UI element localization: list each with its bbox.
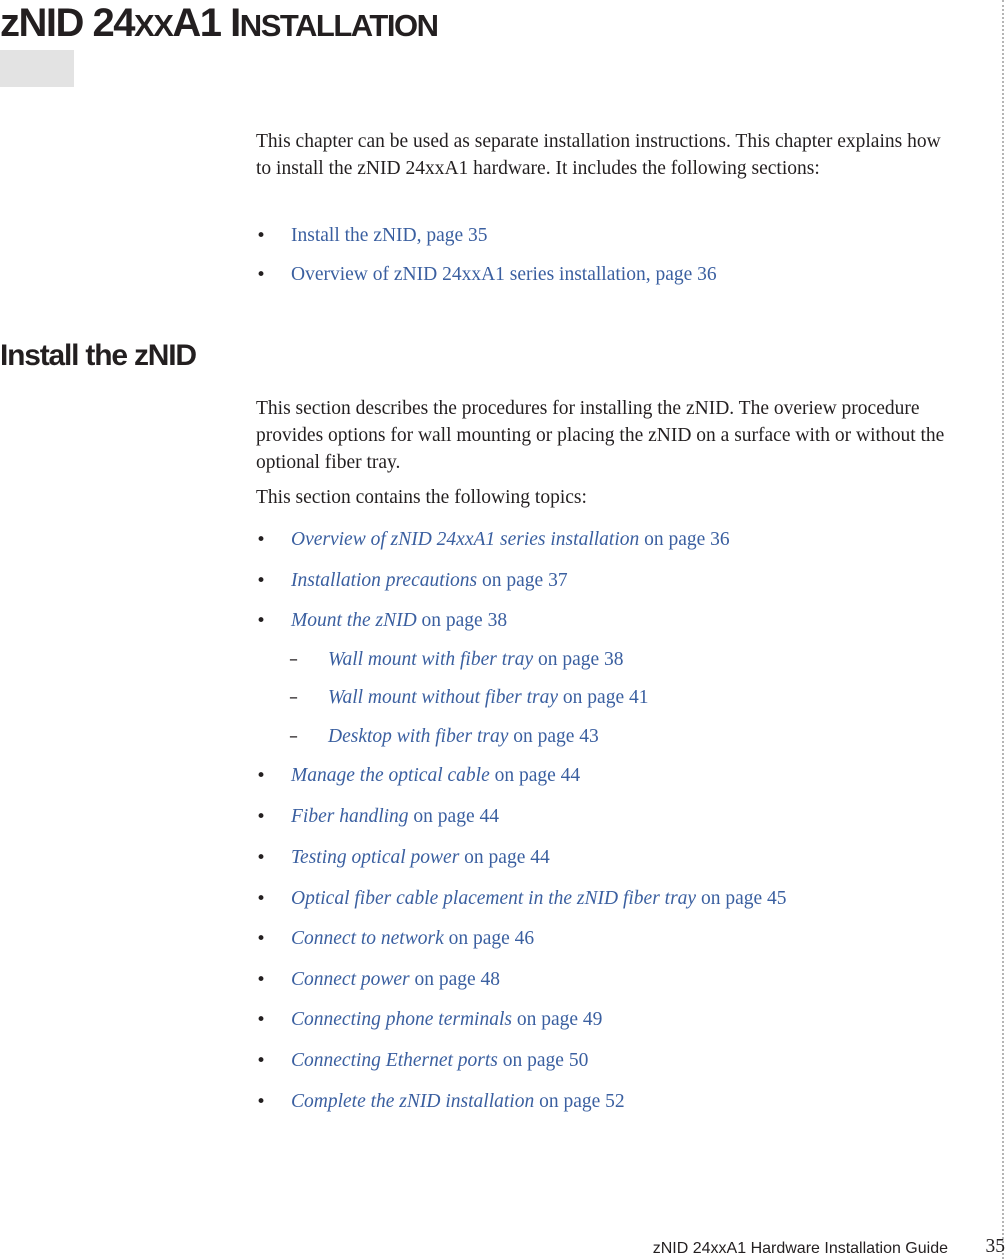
topic-item: [256, 966, 500, 994]
topic-link[interactable]: Mount the zNID: [291, 610, 417, 631]
topic-item: [256, 607, 507, 635]
topic-link[interactable]: Connect to network: [291, 928, 444, 949]
topics-intro: This section contains the following topics:: [256, 487, 587, 508]
topic-link[interactable]: Desktop with fiber tray: [328, 726, 509, 747]
page-reference: on page 48: [409, 969, 501, 990]
link-install-the-znid[interactable]: Install the zNID, page 35: [291, 225, 488, 246]
bullet-marker: •: [256, 766, 267, 786]
section-heading: Install the zNID: [0, 339, 196, 372]
bullet-marker: •: [256, 571, 267, 591]
topic-item: [256, 803, 499, 831]
page-reference: on page 36: [639, 529, 730, 550]
dash-marker: –: [289, 726, 298, 747]
footer-page-number: 35: [985, 1236, 1005, 1257]
bullet-marker: •: [256, 848, 267, 868]
page-reference: on page 45: [696, 888, 787, 909]
page-reference: on page 43: [508, 726, 599, 747]
topic-item: [256, 885, 787, 913]
page-reference: on page 52: [534, 1091, 625, 1112]
bullet-marker: •: [256, 265, 267, 285]
chapter-tab: [0, 50, 74, 87]
topic-link[interactable]: Wall mount with fiber tray: [328, 649, 534, 670]
page-reference: on page 41: [558, 687, 649, 708]
bullet-marker: •: [256, 1051, 267, 1071]
page-reference: on page 49: [511, 1009, 603, 1030]
topic-link[interactable]: Optical fiber cable placement in the zNID fiber tray: [291, 888, 697, 909]
page-reference: on page 44: [489, 765, 581, 786]
subtopic-item: [289, 684, 648, 712]
bullet-marker: •: [256, 929, 267, 949]
page-reference: on page 37: [477, 570, 568, 591]
section-paragraph: This section describes the procedures for installing the zNID. The overiew procedure provides options for wall mounting or placing the zNID on a surface with or without the optional fiber tray.: [256, 398, 945, 473]
chapter-title-text: zNID 24XXA1 INSTALLATION: [0, 1, 438, 45]
page-reference: on page 38: [533, 649, 624, 670]
topic-item: [256, 925, 534, 953]
bullet-marker: •: [256, 611, 267, 631]
topic-item: [256, 1088, 625, 1116]
page-reference: on page 44: [408, 806, 499, 827]
topic-link[interactable]: Testing optical power: [291, 847, 460, 868]
page-reference: on page 44: [459, 847, 550, 868]
topic-link[interactable]: Wall mount without fiber tray: [328, 687, 559, 708]
topic-link[interactable]: Fiber handling: [291, 806, 409, 827]
list-item: [256, 222, 488, 250]
topic-item: [256, 844, 550, 872]
page-reference: on page 50: [497, 1050, 589, 1071]
topic-link[interactable]: Connecting phone terminals: [291, 1009, 512, 1030]
topic-link[interactable]: Overview of zNID 24xxA1 series installation: [291, 529, 640, 550]
footer-guide-title: zNID 24xxA1 Hardware Installation Guide: [652, 1240, 948, 1257]
subtopic-item: [289, 723, 599, 751]
page-reference: on page 46: [443, 928, 535, 949]
subtopic-item: [289, 646, 624, 674]
topic-link[interactable]: Connect power: [291, 969, 410, 990]
topic-item: [256, 1047, 588, 1075]
topic-item: [256, 567, 568, 595]
chapter-title: [0, 0, 437, 49]
intro-paragraph: This chapter can be used as separate installation instructions. This chapter explains how to install the zNID 24xxA1 hardware. It includes the following sections:: [256, 131, 941, 179]
list-item: [256, 261, 717, 289]
bullet-marker: •: [256, 226, 267, 246]
bullet-marker: •: [256, 1010, 267, 1030]
bullet-marker: •: [256, 530, 267, 550]
bullet-marker: •: [256, 889, 267, 909]
bullet-marker: •: [256, 970, 267, 990]
page-reference: on page 38: [416, 610, 508, 631]
topic-item: [256, 762, 580, 790]
topic-item: [256, 1006, 602, 1034]
topic-link[interactable]: Manage the optical cable: [291, 765, 490, 786]
bullet-marker: •: [256, 1092, 267, 1112]
topic-link[interactable]: Installation precautions: [291, 570, 478, 591]
dash-marker: –: [289, 687, 298, 708]
link-overview-installation[interactable]: Overview of zNID 24xxA1 series installation, page 36: [291, 264, 717, 285]
topic-link[interactable]: Complete the zNID installation: [291, 1091, 535, 1112]
bullet-marker: •: [256, 807, 267, 827]
topic-item: [256, 526, 730, 554]
dash-marker: –: [289, 649, 298, 670]
topic-link[interactable]: Connecting Ethernet ports: [291, 1050, 498, 1071]
page-edge-divider: [1002, 0, 1004, 1259]
